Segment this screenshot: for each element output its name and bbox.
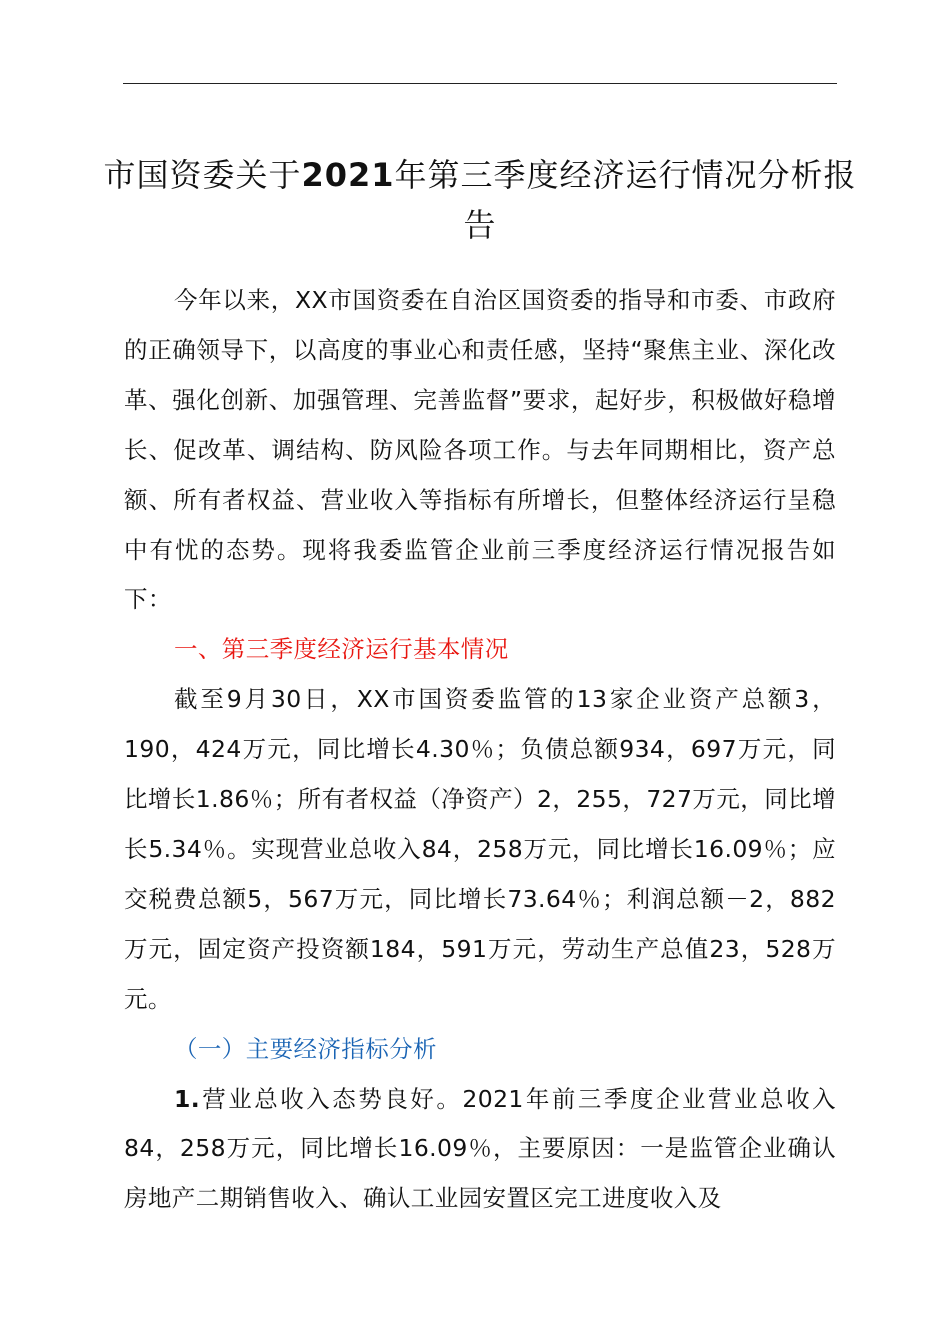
item-1-text: 营业总收入态势良好。2021年前三季度企业营业总收入84，258万元，同比增长16.09％，主要原因：一是监管企业确认房地产二期销售收入、确认工业园安置区完工进度收入及: [124, 1084, 836, 1213]
document-title: [100, 150, 860, 250]
document-body: [124, 276, 836, 1224]
section-heading-1: 一、第三季度经济运行基本情况: [174, 635, 509, 664]
header-rule: [123, 83, 837, 84]
intro-paragraph: 今年以来，XX市国资委在自治区国资委的指导和市委、市政府的正确领导下，以高度的事业心和责任感，坚持“聚焦主业、深化改革、强化创新、加强管理、完善监督”要求，起好步，积极做好稳增长、促改革、调结构、防风险各项工作。与去年同期相比，资产总额、所有者权益、营业收入等指标有所增长，但整体经济运行呈稳中有忧的态势。现将我委监管企业前三季度经济运行情况报告如下：: [124, 286, 836, 614]
title-year: 2021: [301, 156, 395, 194]
item-1-number: 1.: [174, 1084, 201, 1113]
title-prefix: 市国资委关于: [103, 156, 302, 194]
summary-paragraph: 截至9月30日，XX市国资委监管的13家企业资产总额3，190，424万元，同比增长4.30％；负债总额934，697万元，同比增长1.86％；所有者权益（净资产）2，255，727万元，同比增长5.34％。实现营业总收入84，258万元，同比增长16.09％；应交税费总额5，567万元，同比增长73.64％；利润总额－2，882万元，固定资产投资额184，591万元，劳动生产总值23，528万元。: [124, 685, 836, 1013]
item-1-paragraph: [124, 1075, 836, 1225]
title-suffix: 年第三季度经济运行情况分析报告: [394, 156, 857, 244]
subsection-heading-1: （一）主要经济指标分析: [174, 1034, 437, 1063]
